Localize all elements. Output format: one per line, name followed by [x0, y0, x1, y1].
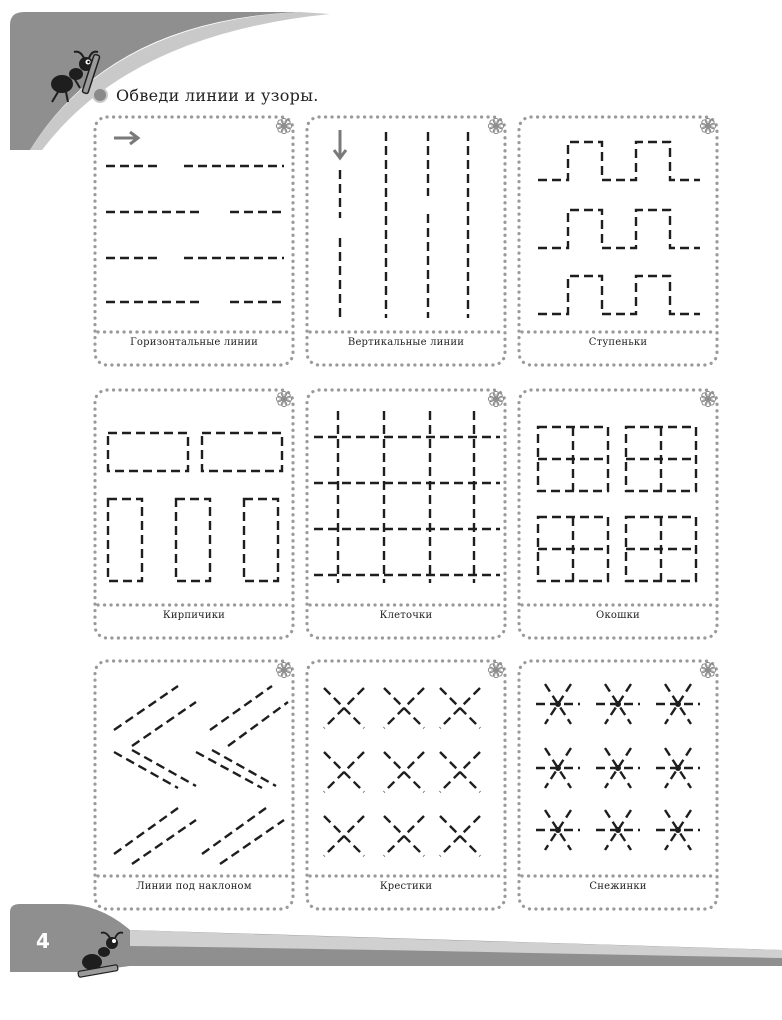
- trace-pattern: [92, 387, 296, 601]
- panel-bricks: [92, 387, 296, 641]
- trace-pattern: [516, 114, 720, 328]
- snowflake-center: [615, 765, 621, 771]
- panel-label: Линии под наклоном: [136, 881, 252, 892]
- trace-pattern: [304, 387, 508, 601]
- brick: [108, 499, 142, 581]
- panel-label: Окошки: [596, 610, 640, 621]
- panel-steps: [516, 114, 720, 368]
- page-number: 4: [36, 929, 50, 953]
- snowflake-center: [675, 765, 681, 771]
- panel-windows: [516, 387, 720, 641]
- brick: [244, 499, 278, 581]
- panel-crosses: [304, 658, 508, 912]
- slanted-line: [196, 752, 262, 788]
- snowflake-center: [615, 827, 621, 833]
- slanted-line: [220, 820, 284, 864]
- panel-label: Снежинки: [589, 881, 647, 892]
- bullet-dot-icon: [92, 87, 108, 103]
- panel-grid: [304, 387, 508, 641]
- snowflake-center: [555, 827, 561, 833]
- panel-label: Кирпичики: [162, 610, 226, 621]
- trace-pattern: [516, 658, 720, 872]
- snowflake-center: [555, 701, 561, 707]
- snowflake-center: [675, 827, 681, 833]
- steps-line: [538, 276, 700, 314]
- brick: [176, 499, 210, 581]
- panel-label: Горизонтальные линии: [130, 337, 258, 348]
- instruction-text: Обведи линии и узоры.: [116, 85, 319, 105]
- slanted-line: [114, 686, 178, 730]
- panel-snowflakes: [516, 658, 720, 912]
- brick: [108, 433, 188, 471]
- trace-pattern: [516, 387, 720, 601]
- panel-slanted: [92, 658, 296, 912]
- slanted-line: [114, 808, 178, 854]
- panel-label: Клеточки: [379, 610, 433, 621]
- slanted-line: [132, 702, 196, 746]
- panel-vertical: [304, 114, 508, 368]
- steps-line: [538, 210, 700, 248]
- instruction: [92, 82, 319, 108]
- panel-label: Ступеньки: [588, 337, 648, 348]
- snowflake-center: [615, 701, 621, 707]
- snowflake-center: [555, 765, 561, 771]
- panel-horizontal: [92, 114, 296, 368]
- brick: [202, 433, 282, 471]
- trace-pattern: [92, 658, 296, 872]
- steps-line: [538, 142, 700, 180]
- trace-pattern: [304, 658, 508, 872]
- panel-label: Вертикальные линии: [347, 337, 465, 348]
- ant-with-pencil-icon: [72, 930, 128, 980]
- slanted-line: [132, 820, 196, 864]
- slanted-line: [228, 702, 288, 746]
- snowflake-center: [675, 701, 681, 707]
- arrow-down-icon: [334, 130, 346, 158]
- arrow-right-icon: [114, 132, 138, 144]
- slanted-line: [210, 686, 272, 730]
- trace-pattern: [92, 114, 296, 328]
- panel-label: Крестики: [379, 881, 433, 892]
- trace-pattern: [304, 114, 508, 328]
- slanted-line: [202, 808, 266, 854]
- slanted-line: [212, 750, 276, 786]
